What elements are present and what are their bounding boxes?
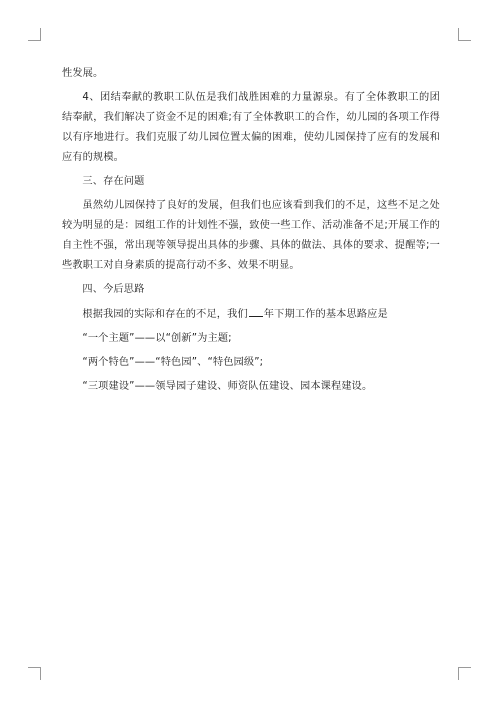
list-line-features: “两个特色”——“特色园”、“特色园级”; (82, 357, 264, 368)
document-body (62, 64, 440, 401)
paragraph-future-intro (62, 304, 440, 325)
section-heading-problems: 三、存在问题 (82, 176, 145, 187)
crop-mark-bottom-left (28, 667, 41, 680)
paragraph-problems: 虽然幼儿园保持了良好的发展，但我们也应该看到我们的不足，这些不足之处较为明显的是：园组工作的计划性不强，致使一些工作、活动准备不足;开展工作的自主性不强，常出现等领导提出具体的步骤、具体的做法、具体的要求、提醒等;一些教职工对自身素质的提高行动不多、效果不明显。 (62, 200, 440, 271)
list-line-theme: “一个主题”——以“创新”为主题; (82, 333, 232, 344)
paragraph-continuation: 性发展。 (62, 68, 104, 79)
section-heading-future: 四、今后思路 (82, 284, 145, 295)
future-intro-part-2: 年下期工作的基本思路应是 (263, 309, 388, 320)
paragraph-point-4: 4、团结奉献的教职工队伍是我们战胜困难的力量源泉。有了全体教职工的团结奉献，我们解决了资金不足的困难;有了全体教职工的合作，幼儿园的各项工作得以有序地进行。我们克服了幼儿园位置太偏的困难，使幼儿园保持了应有的发展和应有的规模。 (62, 92, 440, 163)
crop-mark-top-right (458, 28, 471, 41)
blank-underline (249, 304, 263, 317)
list-line-construction: “三项建设”——领导园子建设、师资队伍建设、园本课程建设。 (82, 381, 373, 392)
future-intro-part-1: 根据我园的实际和存在的不足，我们 (82, 309, 248, 320)
crop-mark-bottom-right (458, 667, 471, 680)
crop-mark-top-left (28, 28, 41, 41)
